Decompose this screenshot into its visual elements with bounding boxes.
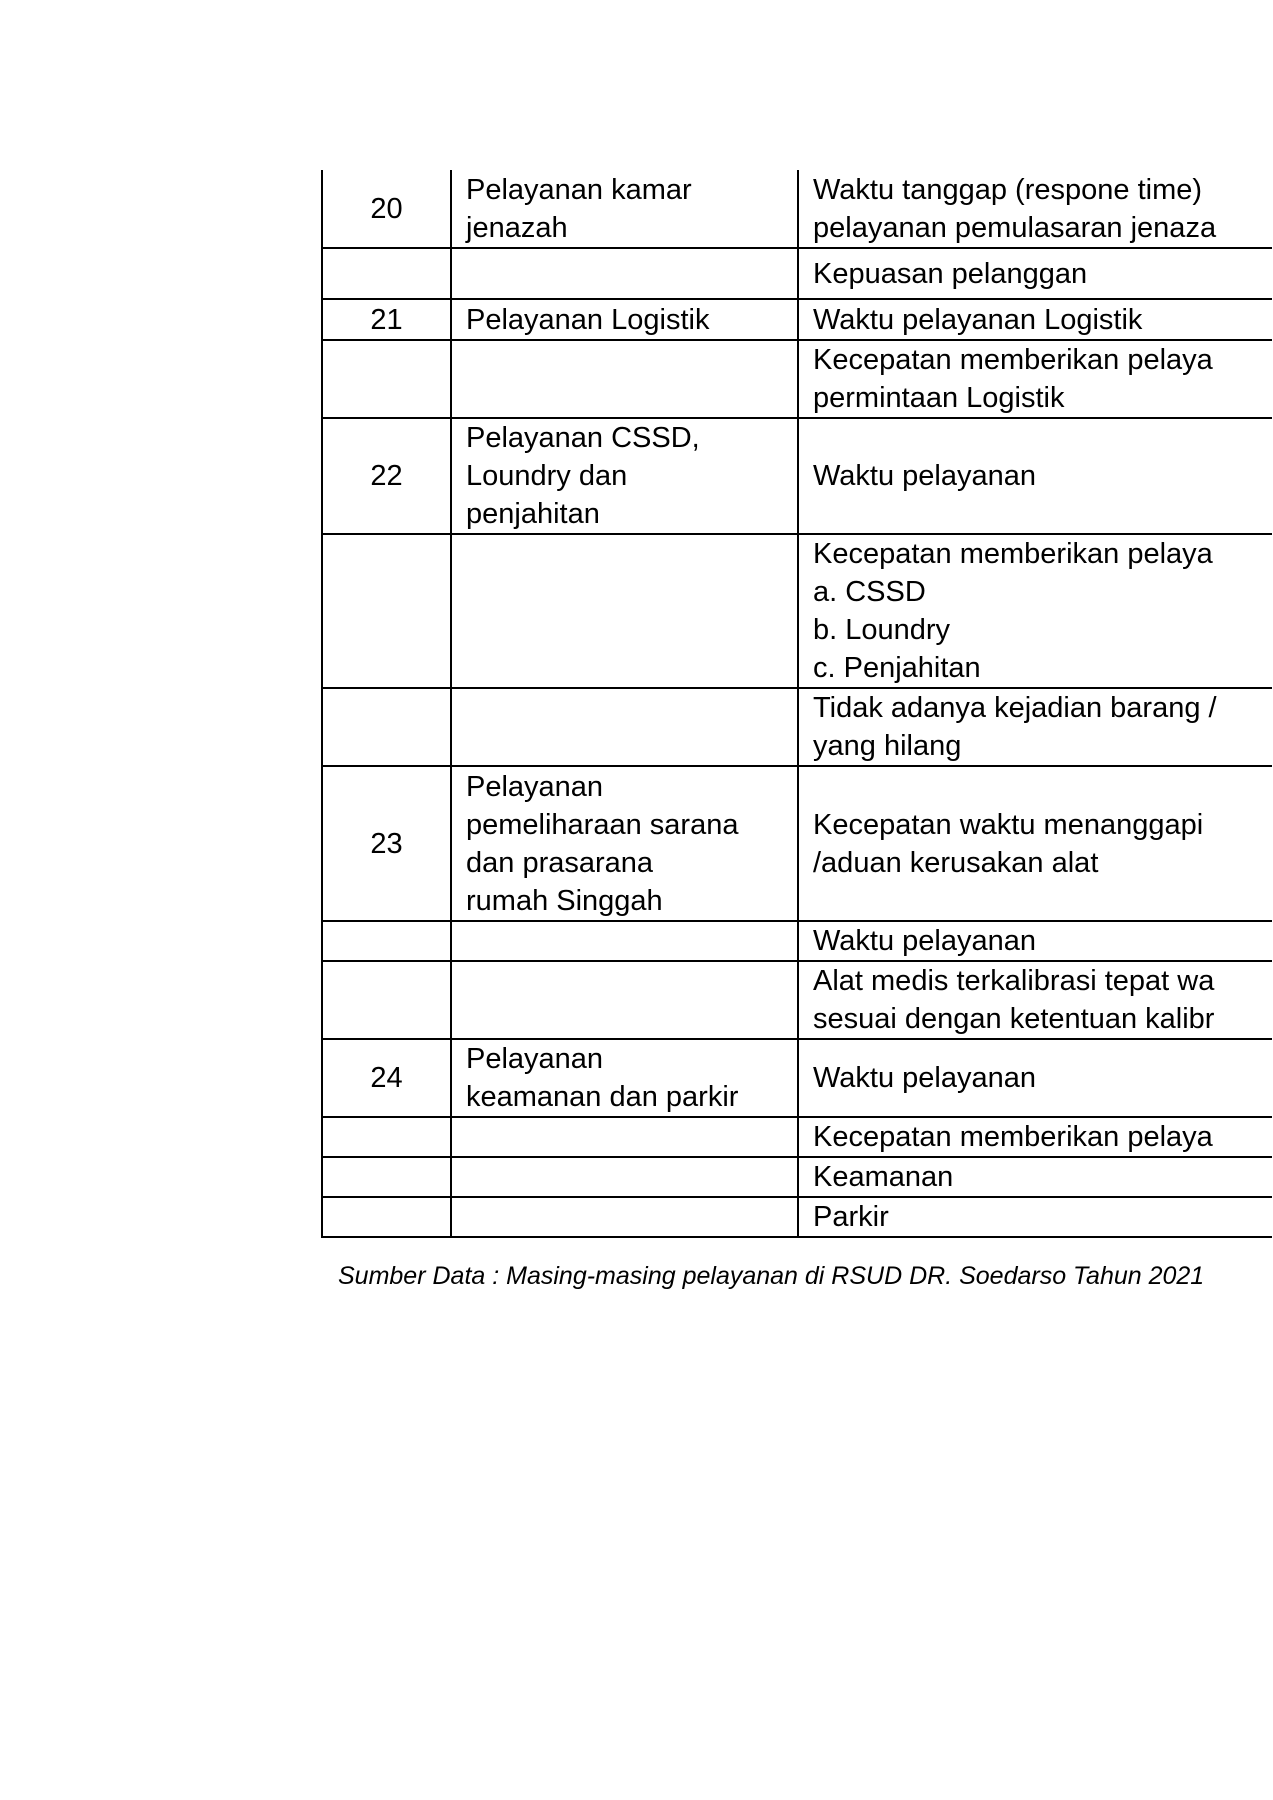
row-number xyxy=(322,688,451,766)
service-name-line: Pelayanan xyxy=(466,770,604,803)
service-name-line: rumah Singgah xyxy=(466,884,663,917)
indicator-text-line: Alat medis terkalibrasi tepat wa xyxy=(813,965,1215,997)
indicator-text-cell xyxy=(798,961,1272,1039)
row-number: 22 xyxy=(322,418,451,534)
row-number xyxy=(322,1157,451,1197)
row-number: 24 xyxy=(322,1039,451,1117)
indicator-text-line: Keamanan xyxy=(813,1161,954,1193)
table-row xyxy=(322,534,1272,688)
indicator-text-line: Tidak adanya kejadian barang / xyxy=(813,692,1217,724)
row-number xyxy=(322,961,451,1039)
indicator-text-line: Waktu pelayanan xyxy=(813,1062,1037,1094)
table-row xyxy=(322,1197,1272,1237)
service-name-cell xyxy=(451,299,798,340)
table-row xyxy=(322,961,1272,1039)
indicator-text-line: Waktu pelayanan Logistik xyxy=(813,303,1143,336)
service-name-cell xyxy=(451,1157,798,1197)
source-caption: Sumber Data : Masing-masing pelayanan di RSUD DR. Soedarso Tahun 2021 xyxy=(338,1262,1205,1290)
row-number: 21 xyxy=(322,299,451,340)
indicator-text-cell xyxy=(798,1039,1272,1117)
table-row xyxy=(322,248,1272,299)
indicator-text-cell xyxy=(798,1117,1272,1157)
service-name-cell xyxy=(451,534,798,688)
table-row xyxy=(322,1117,1272,1157)
service-name-cell xyxy=(451,688,798,766)
service-indicator-table xyxy=(321,170,1272,1238)
row-number xyxy=(322,534,451,688)
service-name-line: jenazah xyxy=(466,211,568,244)
indicator-text-cell xyxy=(798,340,1272,418)
service-name-cell xyxy=(451,418,798,534)
service-name-line: Pelayanan kamar xyxy=(466,173,692,206)
table-row xyxy=(322,299,1272,340)
service-name-cell xyxy=(451,766,798,921)
indicator-text-cell xyxy=(798,299,1272,340)
indicator-text-line: pelayanan pemulasaran jenaza xyxy=(813,211,1217,244)
service-name-line: keamanan dan parkir xyxy=(466,1081,739,1113)
indicator-text-line: Kecepatan memberikan pelaya xyxy=(813,344,1213,376)
indicator-text-line: /aduan kerusakan alat xyxy=(813,846,1099,879)
indicator-text-line: c. Penjahitan xyxy=(813,652,981,684)
indicator-text-line: Parkir xyxy=(813,1201,889,1233)
service-name-cell xyxy=(451,340,798,418)
service-name-cell xyxy=(451,1117,798,1157)
service-name-cell xyxy=(451,248,798,299)
indicator-text-cell xyxy=(798,534,1272,688)
row-number: 20 xyxy=(322,170,451,248)
indicator-text-line: b. Loundry xyxy=(813,614,951,646)
service-name-line: Pelayanan CSSD, xyxy=(466,422,700,454)
service-name-cell xyxy=(451,921,798,961)
service-name-cell xyxy=(451,1039,798,1117)
indicator-text-line: Kecepatan waktu menanggapi xyxy=(813,808,1204,841)
table-row xyxy=(322,921,1272,961)
indicator-text-cell xyxy=(798,766,1272,921)
table-body xyxy=(322,170,1272,1237)
table-row xyxy=(322,340,1272,418)
indicator-text-line: a. CSSD xyxy=(813,576,926,608)
row-number xyxy=(322,1117,451,1157)
service-name-line: pemeliharaan sarana xyxy=(466,808,739,841)
indicator-text-cell xyxy=(798,1197,1272,1237)
indicator-text-cell xyxy=(798,418,1272,534)
table-row xyxy=(322,688,1272,766)
service-name-cell xyxy=(451,961,798,1039)
indicator-text-cell xyxy=(798,170,1272,248)
indicator-text-line: Kecepatan memberikan pelaya xyxy=(813,538,1213,570)
indicator-text-line: Kepuasan pelanggan xyxy=(813,257,1088,290)
table-row xyxy=(322,170,1272,248)
service-name-line: Loundry dan xyxy=(466,460,628,492)
indicator-text-line: Waktu pelayanan xyxy=(813,460,1037,492)
indicator-text-line: sesuai dengan ketentuan kalibr xyxy=(813,1003,1215,1035)
indicator-text-cell xyxy=(798,921,1272,961)
row-number: 23 xyxy=(322,766,451,921)
service-name-line: Pelayanan Logistik xyxy=(466,303,710,336)
row-number xyxy=(322,1197,451,1237)
indicator-text-line: Waktu pelayanan xyxy=(813,925,1037,957)
table-row xyxy=(322,766,1272,921)
indicator-text-line: Kecepatan memberikan pelaya xyxy=(813,1121,1213,1153)
service-name-cell xyxy=(451,1197,798,1237)
indicator-text-line: Waktu tanggap (respone time) xyxy=(813,173,1203,206)
service-name-line: Pelayanan xyxy=(466,1043,604,1075)
table-row xyxy=(322,1039,1272,1117)
indicator-text-line: permintaan Logistik xyxy=(813,382,1065,414)
table-row xyxy=(322,1157,1272,1197)
indicator-text-cell xyxy=(798,248,1272,299)
table-row xyxy=(322,418,1272,534)
indicator-text-cell xyxy=(798,1157,1272,1197)
row-number xyxy=(322,340,451,418)
service-name-line: dan prasarana xyxy=(466,846,654,879)
row-number xyxy=(322,248,451,299)
row-number xyxy=(322,921,451,961)
service-name-cell xyxy=(451,170,798,248)
indicator-text-cell xyxy=(798,688,1272,766)
service-name-line: penjahitan xyxy=(466,498,600,530)
indicator-text-line: yang hilang xyxy=(813,730,962,762)
